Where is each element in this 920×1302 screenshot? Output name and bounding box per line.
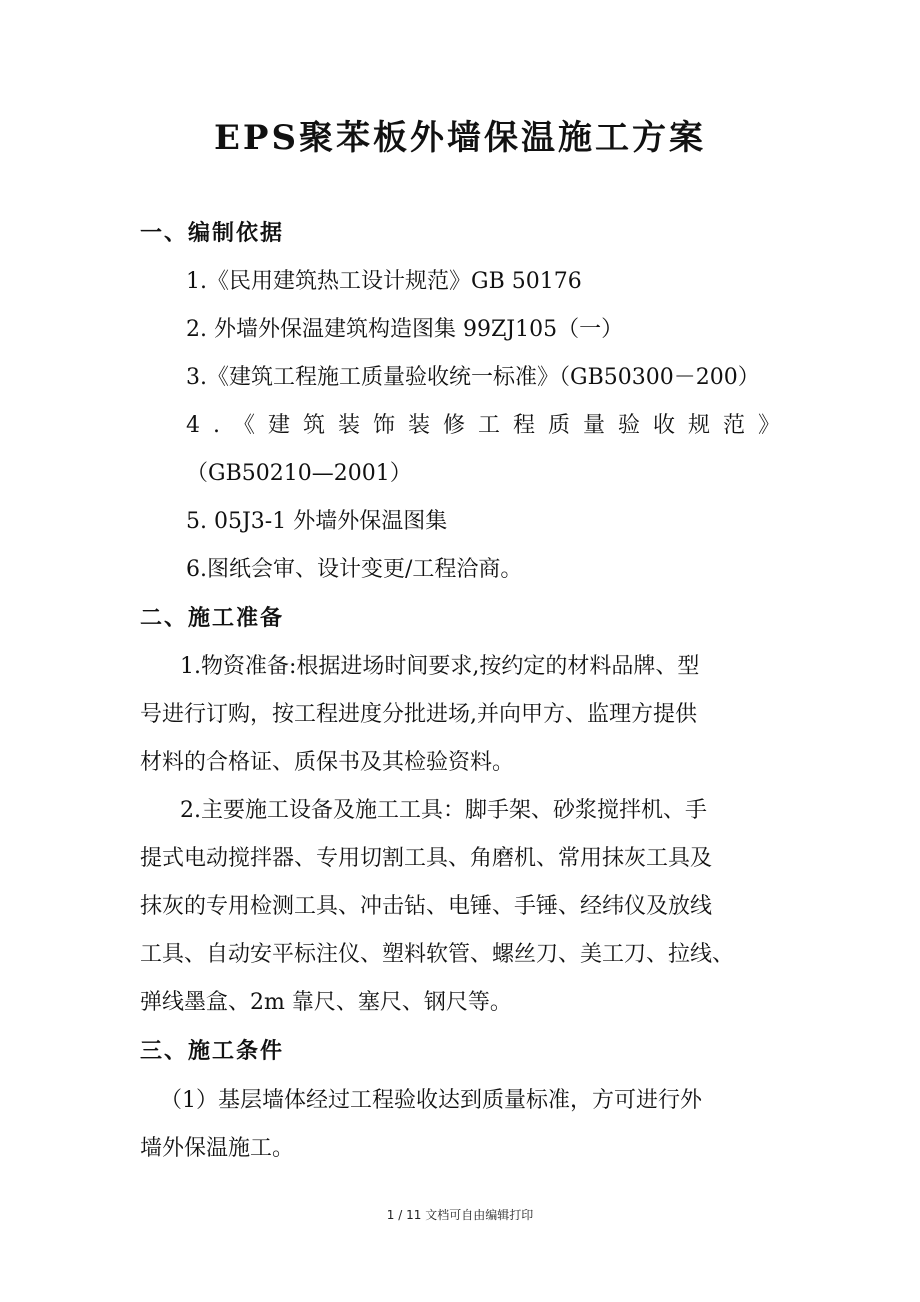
reference-item-1: 1.《民用建筑热工设计规范》GB 50176 — [186, 269, 582, 294]
paragraph-line: 弹线墨盒、2m 靠尺、塞尺、钢尺等。 — [140, 990, 512, 1015]
paragraph-line: 墙外保温施工。 — [140, 1136, 295, 1161]
section-heading-3: 三、施工条件 — [140, 1039, 285, 1064]
paragraph-line: 提式电动搅拌器、专用切割工具、角磨机、常用抹灰工具及 — [140, 846, 713, 871]
paragraph-line: 材料的合格证、质保书及其检验资料。 — [140, 750, 515, 775]
reference-item-3: 3.《建筑工程施工质量验收统一标准》（GB50300－200） — [186, 365, 760, 390]
reference-item-4-code: （GB50210—2001） — [186, 461, 412, 486]
paragraph-line: 抹灰的专用检测工具、冲击钻、电锤、手锤、经纬仪及放线 — [140, 894, 713, 919]
paragraph-line: 1.物资准备:根据进场时间要求,按约定的材料品牌、型 — [180, 654, 700, 679]
paragraph-line: （1）基层墙体经过工程验收达到质量标准，方可进行外 — [160, 1088, 702, 1113]
reference-item-6: 6.图纸会审、设计变更/工程洽商。 — [186, 557, 523, 582]
document-title: EPS聚苯板外墙保温施工方案 — [213, 118, 707, 158]
reference-item-4-text: 4 . 《 建 筑 装 饰 装 修 工 程 质 量 验 收 规 范 》 — [186, 413, 780, 438]
section-heading-2: 二、施工准备 — [140, 606, 285, 631]
paragraph-line: 号进行订购，按工程进度分批进场,并向甲方、监理方提供 — [140, 702, 697, 727]
page-footer: 1 / 11 文档可自由编辑打印 — [386, 1208, 534, 1222]
reference-item-5: 5. 05J3-1 外墙外保温图集 — [186, 509, 448, 534]
paragraph-line: 2.主要施工设备及施工工具：脚手架、砂浆搅拌机、手 — [180, 798, 707, 823]
reference-item-2: 2. 外墙外保温建筑构造图集 99ZJ105（一） — [186, 317, 624, 342]
section-heading-1: 一、编制依据 — [140, 221, 285, 246]
reference-item-4 — [186, 410, 780, 442]
paragraph-line: 工具、自动安平标注仪、塑料软管、螺丝刀、美工刀、拉线、 — [140, 942, 735, 967]
